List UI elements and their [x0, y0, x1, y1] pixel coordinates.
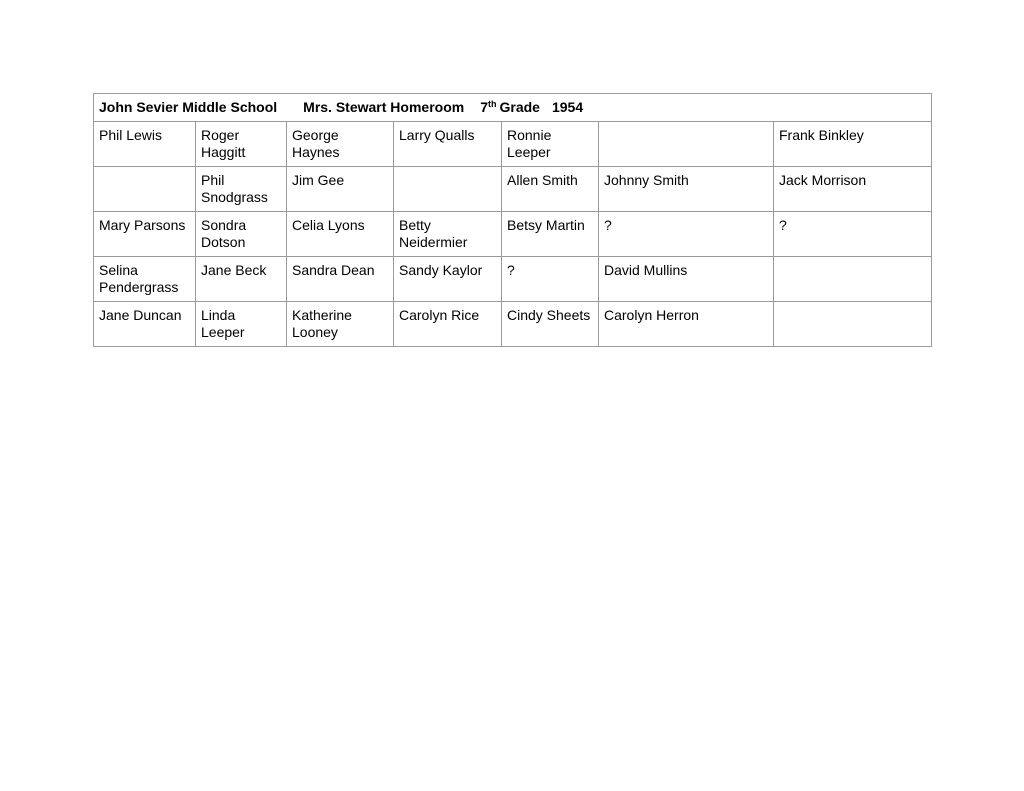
student-name-cell: Ronnie Leeper — [502, 122, 599, 167]
student-name-cell: Jane Duncan — [94, 302, 196, 347]
student-name-cell — [774, 257, 932, 302]
student-name-cell — [599, 122, 774, 167]
student-name-cell: Betty Neidermier — [394, 212, 502, 257]
student-name-cell: Jack Morrison — [774, 167, 932, 212]
student-name-cell: Cindy Sheets — [502, 302, 599, 347]
student-name-cell: Sondra Dotson — [196, 212, 287, 257]
student-name-cell: George Haynes — [287, 122, 394, 167]
table-header-row — [94, 94, 932, 122]
student-name-cell: Linda Leeper — [196, 302, 287, 347]
homeroom-roster-table — [93, 93, 932, 347]
student-name-cell: Sandy Kaylor — [394, 257, 502, 302]
student-name-cell: Roger Haggitt — [196, 122, 287, 167]
table-row — [94, 257, 932, 302]
homeroom-name: Mrs. Stewart Homeroom — [303, 99, 465, 115]
table-row — [94, 212, 932, 257]
grade-word: Grade — [499, 99, 540, 115]
student-name-cell: Carolyn Herron — [599, 302, 774, 347]
student-name-cell: David Mullins — [599, 257, 774, 302]
student-name-cell: Betsy Martin — [502, 212, 599, 257]
table-row — [94, 122, 932, 167]
student-name-cell: Johnny Smith — [599, 167, 774, 212]
grade-suffix: th — [488, 99, 497, 109]
student-name-cell: ? — [502, 257, 599, 302]
school-name: John Sevier Middle School — [99, 99, 278, 115]
table-header-cell — [94, 94, 932, 122]
table-row — [94, 167, 932, 212]
student-name-cell: Selina Pendergrass — [94, 257, 196, 302]
student-name-cell: Phil Lewis — [94, 122, 196, 167]
student-name-cell: Phil Snodgrass — [196, 167, 287, 212]
student-name-cell: Mary Parsons — [94, 212, 196, 257]
school-year: 1954 — [551, 99, 584, 115]
student-name-cell — [94, 167, 196, 212]
student-name-cell: Larry Qualls — [394, 122, 502, 167]
student-name-cell — [774, 302, 932, 347]
grade-number: 7 — [480, 99, 488, 115]
student-name-cell: ? — [774, 212, 932, 257]
student-name-cell: Jim Gee — [287, 167, 394, 212]
table-row — [94, 302, 932, 347]
student-name-cell: Jane Beck — [196, 257, 287, 302]
student-name-cell: Katherine Looney — [287, 302, 394, 347]
student-name-cell: Frank Binkley — [774, 122, 932, 167]
student-name-cell: Allen Smith — [502, 167, 599, 212]
student-name-cell: Celia Lyons — [287, 212, 394, 257]
student-name-cell — [394, 167, 502, 212]
student-name-cell: Carolyn Rice — [394, 302, 502, 347]
student-name-cell: Sandra Dean — [287, 257, 394, 302]
student-name-cell: ? — [599, 212, 774, 257]
